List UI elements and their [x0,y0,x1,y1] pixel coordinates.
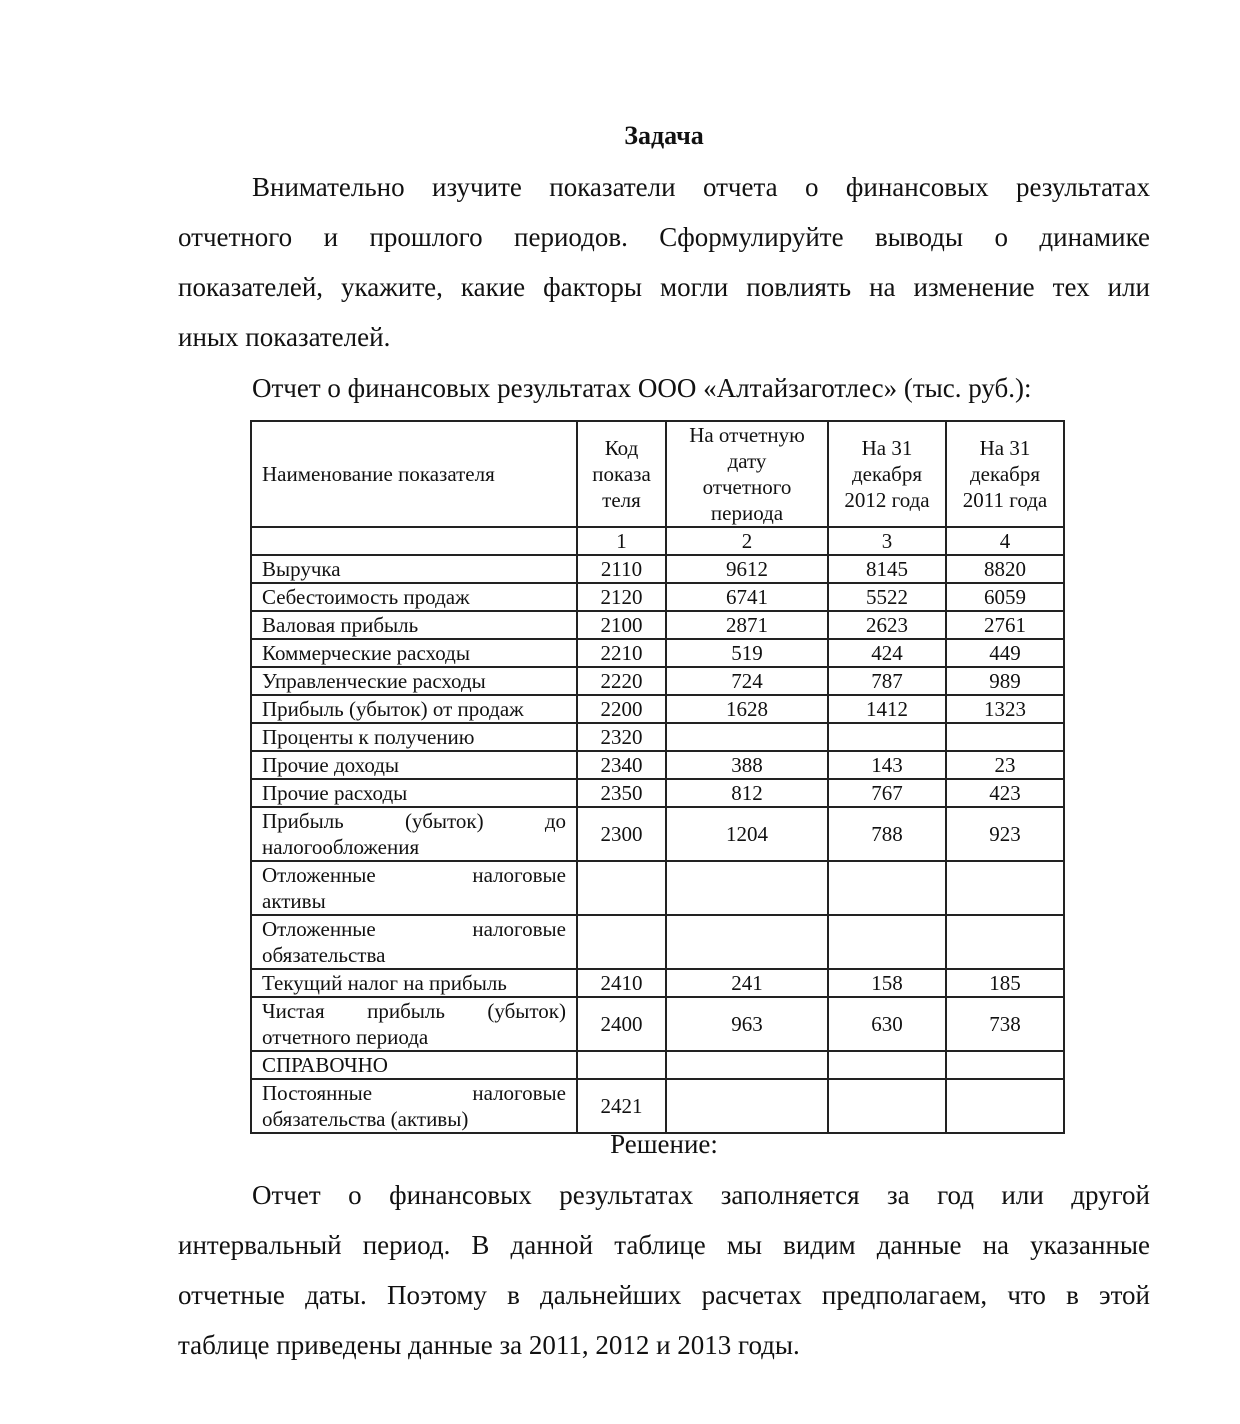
row-code: 2410 [577,969,666,997]
row-current [666,723,828,751]
row-2012 [828,861,946,915]
header-indicator-name: Наименование показателя [251,421,577,527]
row-name: Валовая прибыль [251,611,577,639]
row-2011: 23 [946,751,1064,779]
row-name [251,807,577,861]
solution-line: Отчет о финансовых результатах заполняется за год или другой [252,1180,1150,1210]
table-row [251,667,1064,695]
row-current: 1204 [666,807,828,861]
header-line: декабря [851,462,923,486]
row-name: Себестоимость продаж [251,583,577,611]
row-name-line: Постоянные налоговые [262,1081,566,1105]
header-current-period [666,421,828,527]
row-2011: 989 [946,667,1064,695]
row-2012: 787 [828,667,946,695]
row-2012: 5522 [828,583,946,611]
table-row [251,915,1064,969]
header-line: На отчетную [689,423,805,447]
row-name: Прибыль (убыток) от продаж [251,695,577,723]
row-name [251,915,577,969]
row-name: Проценты к получению [251,723,577,751]
table-row [251,997,1064,1051]
row-name: Прочие расходы [251,779,577,807]
row-code: 2400 [577,997,666,1051]
table-row [251,751,1064,779]
table-row [251,779,1064,807]
row-2011 [946,915,1064,969]
row-2012: 630 [828,997,946,1051]
task-line: отчетного и прошлого периодов. Сформулируйте выводы о динамике [178,222,1150,252]
header-line: теля [602,488,641,512]
row-2011 [946,1051,1064,1079]
row-code [577,915,666,969]
row-2012 [828,1051,946,1079]
row-name-line: Прибыль (убыток) до [262,809,566,833]
table-row [251,969,1064,997]
row-2011 [946,1079,1064,1133]
row-2012: 143 [828,751,946,779]
header-line: На 31 [861,436,913,460]
row-name-line: обязательства (активы) [262,1107,469,1131]
task-paragraph [178,162,1150,362]
header-line: На 31 [979,436,1031,460]
task-line: иных показателей. [178,322,391,352]
row-code: 2120 [577,583,666,611]
row-2011: 185 [946,969,1064,997]
column-number: 4 [946,527,1064,555]
row-current: 2871 [666,611,828,639]
table-row [251,555,1064,583]
column-number [251,527,577,555]
row-2011: 738 [946,997,1064,1051]
table-row [251,861,1064,915]
solution-heading: Решение: [610,1129,718,1159]
row-current [666,861,828,915]
page-title: Задача [624,121,704,150]
row-code: 2110 [577,555,666,583]
row-2011 [946,723,1064,751]
row-2011: 923 [946,807,1064,861]
row-2011 [946,861,1064,915]
row-name: СПРАВОЧНО [251,1051,577,1079]
row-name-line: обязательства [262,943,386,967]
table-caption: Отчет о финансовых результатах ООО «Алтайзаготлес» (тыс. руб.): [252,373,1032,403]
header-line: дату [727,449,767,473]
column-number: 1 [577,527,666,555]
row-name-line: отчетного периода [262,1025,429,1049]
row-name-line: Чистая прибыль (убыток) [262,999,566,1023]
task-line: показателей, укажите, какие факторы могли повлиять на изменение тех или [178,272,1150,302]
header-line: периода [710,501,784,525]
row-code: 2100 [577,611,666,639]
row-code [577,861,666,915]
solution-line: таблице приведены данные за 2011, 2012 и 2013 годы. [178,1330,800,1360]
header-2012 [828,421,946,527]
row-name-line: налогообложения [262,835,420,859]
row-code: 2320 [577,723,666,751]
row-code: 2210 [577,639,666,667]
row-2012: 2623 [828,611,946,639]
table-row [251,807,1064,861]
row-name [251,997,577,1051]
header-line: отчетного [702,475,792,499]
row-name: Коммерческие расходы [251,639,577,667]
row-current: 963 [666,997,828,1051]
header-line: 2011 года [962,488,1048,512]
row-code: 2421 [577,1079,666,1133]
row-2012: 767 [828,779,946,807]
row-name [251,861,577,915]
row-current [666,915,828,969]
row-2011: 449 [946,639,1064,667]
table-row [251,639,1064,667]
row-name-line: Отложенные налоговые [262,917,566,941]
row-current: 241 [666,969,828,997]
row-current: 388 [666,751,828,779]
row-code: 2340 [577,751,666,779]
solution-line: интервальный период. В данной таблице мы видим данные на указанные [178,1230,1150,1260]
row-name: Прочие доходы [251,751,577,779]
table-row [251,611,1064,639]
row-2012: 158 [828,969,946,997]
financial-results-table [250,420,1065,1134]
row-2012: 8145 [828,555,946,583]
row-2012 [828,915,946,969]
row-current: 812 [666,779,828,807]
table-row [251,1051,1064,1079]
header-line: Код [604,436,639,460]
row-name: Управленческие расходы [251,667,577,695]
column-number: 2 [666,527,828,555]
row-current: 6741 [666,583,828,611]
row-2011: 1323 [946,695,1064,723]
row-current: 9612 [666,555,828,583]
column-number-row [251,527,1064,555]
column-number: 3 [828,527,946,555]
row-current: 1628 [666,695,828,723]
row-code: 2350 [577,779,666,807]
header-line: 2012 года [844,488,930,512]
row-name: Текущий налог на прибыль [251,969,577,997]
row-code: 2220 [577,667,666,695]
row-2011: 6059 [946,583,1064,611]
row-current: 724 [666,667,828,695]
row-current [666,1079,828,1133]
header-line: показа [592,462,651,486]
table-row [251,695,1064,723]
row-current: 519 [666,639,828,667]
table-row [251,583,1064,611]
solution-paragraph [178,1170,1150,1370]
row-2012: 788 [828,807,946,861]
header-line: декабря [969,462,1041,486]
solution-line: отчетные даты. Поэтому в дальнейших расчетах предполагаем, что в этой [178,1280,1150,1310]
row-current [666,1051,828,1079]
row-code: 2300 [577,807,666,861]
header-2011 [946,421,1064,527]
row-name-line: Отложенные налоговые [262,863,566,887]
row-2011: 2761 [946,611,1064,639]
row-code: 2200 [577,695,666,723]
row-2012 [828,1079,946,1133]
row-name [251,1079,577,1133]
row-code [577,1051,666,1079]
row-name-line: активы [262,889,326,913]
row-2012: 424 [828,639,946,667]
task-line: Внимательно изучите показатели отчета о финансовых результатах [252,172,1150,202]
row-2011: 8820 [946,555,1064,583]
table-header-row [251,421,1064,527]
table-row [251,1079,1064,1133]
header-code [577,421,666,527]
row-2011: 423 [946,779,1064,807]
row-name: Выручка [251,555,577,583]
row-2012: 1412 [828,695,946,723]
table-row [251,723,1064,751]
row-2012 [828,723,946,751]
